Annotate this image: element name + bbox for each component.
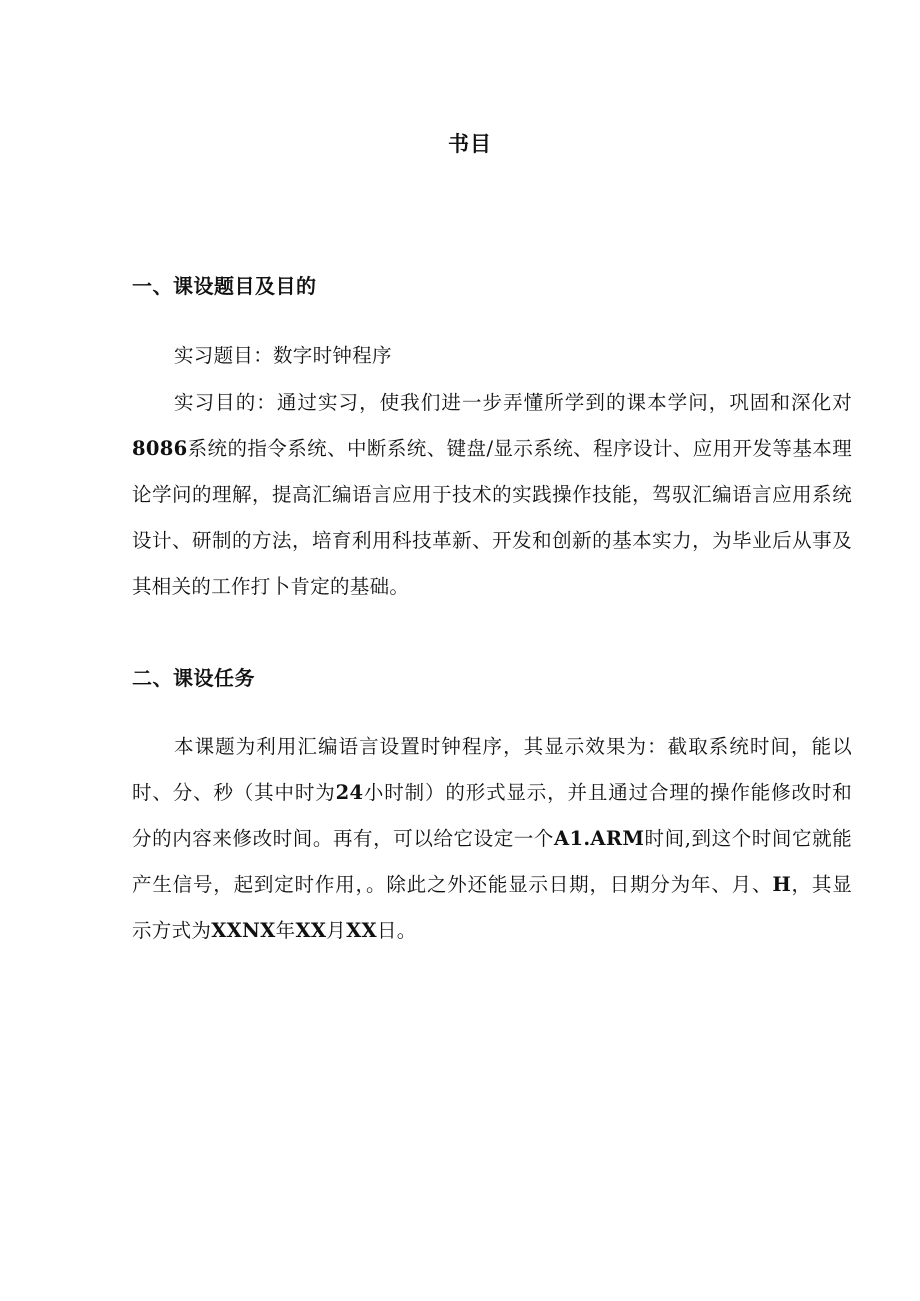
month-format: XX <box>295 919 327 942</box>
topic-line: 实习题目：数字时钟程序 <box>174 344 392 367</box>
purpose-text-1: 实习目的：通过实习，使我们进一步弄懂所学到的课本学问，巩固和深化对 <box>174 391 852 414</box>
task-text-6: 月 <box>326 919 347 942</box>
purpose-text-2: 系统的指令系统、中断系统、键盘/显示系统、程序设计、应用开发等基本理论学问的理解，提高汇编语言应用于技术的实践操作技能，驾驭汇编语言应用系统设计、研制的方法，培育利用科技革新、开发和创新的基本实力，为毕业后从事及其相关的工作打卜肯定的基础。 <box>132 437 852 598</box>
title-row <box>0 128 920 160</box>
hour-format: 24 <box>335 781 364 804</box>
day-format: XX <box>346 919 377 942</box>
task-text-7: 日。 <box>376 919 417 942</box>
task-paragraph <box>132 724 852 954</box>
task-text-4: ，其显示方式为 <box>132 873 852 942</box>
alarm-term: A1.ARM <box>554 827 645 850</box>
document-title: 书目 <box>448 132 492 156</box>
task-text-1: 本课题为利用汇编语言设置时钟程序，其显示效果为：截取系统时间，能以时、分、秒（其中时为 <box>132 735 852 804</box>
task-text-2: 小时制）的形式显示，并且通过合理的操作能修改时和分的内容来修改时间。再有，可以给它设定一个 <box>132 781 852 850</box>
section-heading-2: 二、课设任务 <box>132 666 255 690</box>
day-term: H <box>772 873 792 896</box>
purpose-paragraph <box>132 380 852 610</box>
year-format: XXNX <box>211 919 276 942</box>
chip-model: 8086 <box>132 437 188 460</box>
task-text-5: 年 <box>275 919 296 942</box>
section-heading-1: 一、课设题目及目的 <box>132 274 317 298</box>
task-text-3: 时间,到这个时间它就能产生信号，起到定时作用，。除此之外还能显示日期，日期分为年、月、 <box>132 827 852 896</box>
